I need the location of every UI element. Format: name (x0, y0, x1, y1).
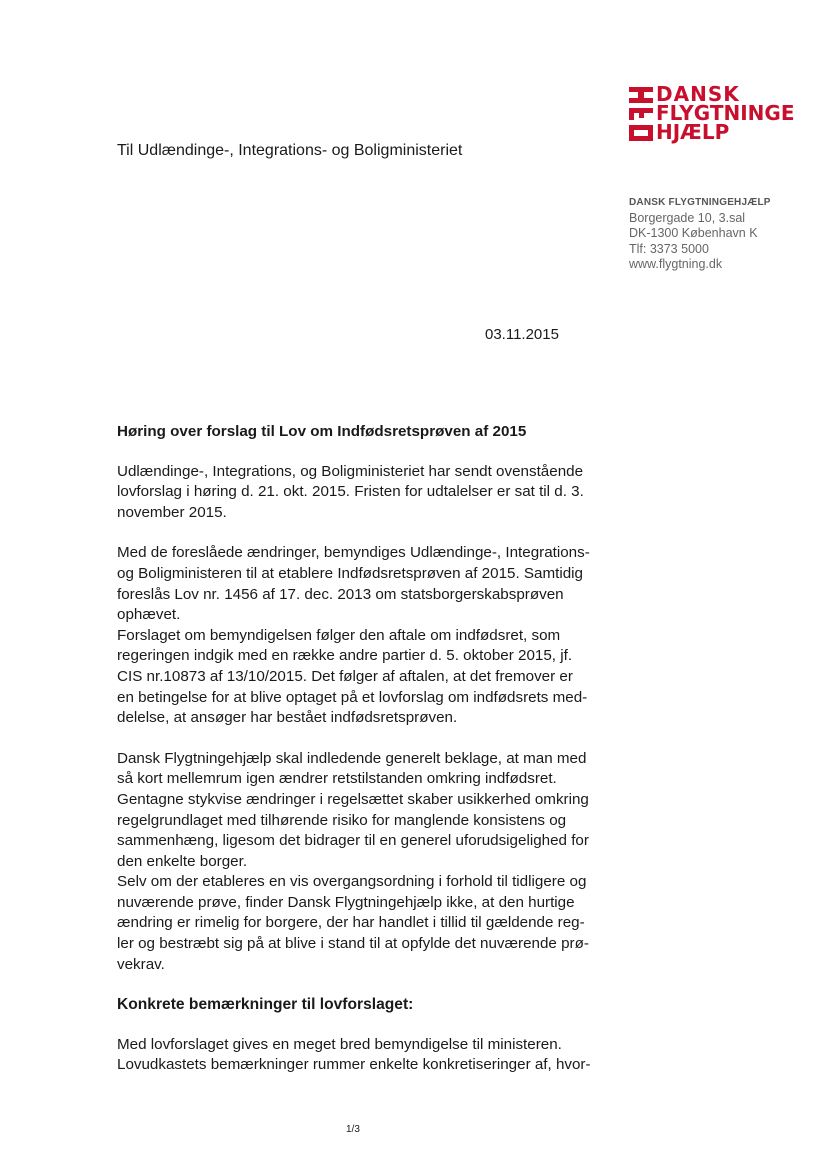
text-line: ler og bestræbt sig på at blive i stand til at opfylde det nuværende prø- (117, 935, 589, 953)
paragraph-4 (117, 1035, 597, 1076)
text-line: Gentagne stykvise ændringer i regelsættet skaber usikkerhed omkring (117, 790, 589, 808)
text-line: foreslås Lov nr. 1456 af 17. dec. 2013 om statsborgerskabsprøven (117, 585, 564, 603)
sender-phone: Tlf: 3373 5000 (629, 241, 709, 256)
sender-street: Borgergade 10, 3.sal (629, 210, 746, 225)
page-number: 1/3 (346, 1124, 360, 1135)
logo-line-2: FLYGTNINGE (656, 101, 795, 125)
text-line: den enkelte borger. (117, 852, 248, 870)
sender-web: www.flygtning.dk (629, 257, 723, 271)
dfh-logo-mark-icon (629, 87, 653, 141)
text-line: ændring er rimelig for borgere, der har handlet i tillid til gældende reg- (117, 914, 585, 932)
text-line: så kort mellemrum igen ændrer retstilstanden omkring indfødsret. (117, 770, 557, 788)
sender-org: DANSK FLYGTNINGEHJÆLP (629, 197, 771, 208)
text-line: og Boligministeren til at etablere Indfødsretsprøven af 2015. Samtidig (117, 564, 583, 582)
text-line: regelgrundlaget med tilhørende risiko for manglende konsistens og (117, 811, 567, 829)
text-line: en betingelse for at blive optaget på et lovforslag om indfødsrets med- (117, 688, 588, 706)
section-subheading: Konkrete bemærkninger til lovforslaget: (117, 996, 414, 1014)
text-line: regeringen indgik med en række andre partier d. 5. oktober 2015, jf. (117, 647, 573, 665)
text-line: Lovudkastets bemærkninger rummer enkelte konkretiseringer af, hvor- (117, 1056, 591, 1074)
letter-body (117, 422, 597, 1096)
text-line: Forslaget om bemyndigelsen følger den aftale om indfødsret, som (117, 626, 561, 644)
logo-line-3: HJÆLP (656, 120, 730, 144)
sender-address (629, 195, 771, 273)
logo-wordmark (656, 82, 795, 144)
letter-date: 03.11.2015 (485, 326, 559, 343)
letter-heading: Høring over forslag til Lov om Indfødsretsprøven af 2015 (117, 423, 527, 440)
text-line: nuværende prøve, finder Dansk Flygtningehjælp ikke, at den hurtige (117, 893, 575, 911)
sender-city: DK-1300 København K (629, 226, 758, 240)
text-line: vekrav. (117, 955, 165, 973)
logo-line-1: DANSK (656, 82, 740, 106)
organization-logo (629, 82, 795, 145)
text-line: delelse, at ansøger har bestået indfødsretsprøven. (117, 709, 458, 727)
text-line: Med de foreslåede ændringer, bemyndiges Udlændinge-, Integrations- (117, 544, 590, 562)
text-line: CIS nr.10873 af 13/10/2015. Det følger af aftalen, at det fremover er (117, 667, 573, 685)
text-line: Selv om der etableres en vis overgangsordning i forhold til tidligere og (117, 873, 587, 891)
recipient: Til Udlændinge-, Integrations- og Boligministeriet (117, 142, 463, 159)
paragraph-2 (117, 543, 597, 728)
text-line: ophævet. (117, 606, 181, 624)
text-line: lovforslag i høring d. 21. okt. 2015. Fristen for udtalelser er sat til d. 3. (117, 483, 584, 501)
paragraph-3 (117, 749, 597, 976)
text-line: Udlændinge-, Integrations, og Boligministeriet har sendt ovenstående (117, 462, 584, 480)
text-line: november 2015. (117, 503, 227, 521)
text-line: Med lovforslaget gives en meget bred bemyndigelse til ministeren. (117, 1035, 562, 1053)
text-line: Dansk Flygtningehjælp skal indledende generelt beklage, at man med (117, 749, 587, 767)
text-line: sammenhæng, ligesom det bidrager til en generel uforudsigelighed for (117, 832, 589, 850)
paragraph-1 (117, 462, 597, 524)
